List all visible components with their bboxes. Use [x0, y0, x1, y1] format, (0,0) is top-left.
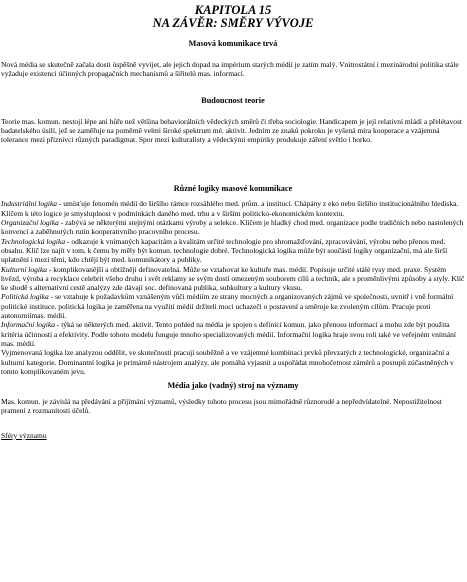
spheres-of-meaning-link[interactable]: Sféry významu	[1, 430, 47, 440]
logic-term: Organizační logika	[1, 218, 59, 228]
chapter-title-block	[1, 0, 465, 30]
logic-item-organizational	[1, 218, 465, 237]
section-heading-mass-communication: Masová komunikace trvá	[188, 39, 278, 48]
logic-summary-paragraph	[1, 348, 465, 376]
section-heading-meaning-machine: Média jako (vadný) stroj na významy	[167, 381, 299, 391]
logic-term: Kulturní logika	[1, 264, 48, 274]
logic-term: Politická logika	[1, 292, 49, 302]
paragraph-meaning-machine: Mas. komun. je závislá na předávání a přijímání významů, výsledky tohoto procesu jsou mimořádně různorodé a nepředvídatelné. Nepostižitelnost pramení z rozmanitosti účelů.	[1, 397, 442, 416]
paragraph-future-of-theory: Teorie mas. komun. nestojí lépe ani hůře než většina behaviorálních vědeckých směrů či třeba sociologie. Handicapem je její relativní mládí a přelétavost badatelského úsilí, jež se zaměřuje na poměrně velmi široké spektrum mé. aktivit. Jedním ze znaků pokroku je vyšená míra kooperace a vzájemná tolerance mezi příznivci různých paradigmat. Spor mezi kulturalisty a vědeckými empiriky produkuje záření světlo i horko.	[1, 116, 462, 145]
section-heading-future-of-theory: Budoucnost teorie	[201, 95, 265, 105]
logic-term: Informační logika	[1, 320, 55, 330]
logic-description: - týká se některých med. aktivit. Tento pohled na média je spojen s definicí komun. jako přenosu informací a mohu zde být použita kritéria účinnosti a efektivity. Podle tohoto modelu funguje mnoho specializovaných médií. Informační logika hraje svou roli také ve veřejném vnímání mas. médií.	[1, 320, 457, 348]
logic-description: - komplikovanější a obtížněji definovatelná. Může se vztahovat ke kultuře mas. médií. Popisuje určité stálé rysy med. praxe. Systém hvězd, výroba a recyklace celebrit všeho druhu i svět reklamy se svým dosti omezeným souborem cílů a technik, ale s proměnlivými způsoby a styly. Klíč ke shodě s alternativní cestě analýzy zde dávají soc. definovaná publika, subkultury a kultury vkusu.	[1, 264, 465, 293]
logic-summary-text: Vyjmenovaná logika lze analyzou oddělit, ve skutečnosti pracují souběžně a ve vzájemné kombinaci prvků převzatých z technologické, organizační a kulturní kategorie. Dominantní logika je primárně nástrojem analýzy, ale pomáhá vyjasnit a uspořádat mnohočetnost zámérů a postupů zúčastněných v tomto komplikovaném jevu.	[1, 348, 454, 376]
section-heading-logics: Různé logiky masové komunikace	[173, 184, 293, 194]
logic-description: - odkazuje k vnímaných kapacitám a kvalitám určité technologie pro shromažďování, zpracovávání, výrobu nebo přenos med. obsahu. Klíč lze najít v tom, k čemu by měly být komun. technologie dobré. Technologická logika může být součástí logiky organizační, má ale širší uplatnění i mezi těmi, kdo chtějí být med. komunikátory a publiky.	[1, 236, 448, 265]
chapter-title: NA ZÁVĚR: SMĚRY VÝVOJE	[152, 16, 314, 30]
logic-item-industrial	[1, 199, 465, 218]
logic-item-political	[1, 292, 465, 320]
logic-term: Industriální logika	[1, 199, 58, 209]
logic-item-informational	[1, 320, 465, 348]
logic-description: - zabývá se některými stejnými otázkami výroby a selekce. Klíčem je hladký chod med. organizace podle tradičních nebo nastolených konvencí a zaběhnutých rutin kooperativního pracovního procesu.	[1, 218, 464, 237]
logic-description: - umísťuje fenomén médií do širšího rámce rozsáhlého med. prům. a institucí. Chápány z eko nebo širšího institucionálního hlediska. Klíčem k této logice je smysluplnost v podmínkách daného med. trhu a v širším politicko-ekonomickém kontextu.	[1, 199, 459, 218]
logic-term: Technologická logika	[1, 236, 66, 246]
logic-item-cultural	[1, 265, 465, 293]
chapter-number: KAPITOLA 15	[194, 3, 272, 17]
logic-item-technological	[1, 237, 465, 265]
logic-description: - se vztahuje k požadavkům vznášeným vůči médiím ze strany mocných a organizovaných zájmů ve společnosti, uvnitř i vně formální politické instituce. politická logika je zaměřena na využití médií držiteli moci uchazeči o postavení a směruje ke zvoleným cílům. Pracuje proti autonomiímas. médií.	[1, 292, 454, 321]
paragraph-mass-communication: Nová média se skutečně začala dosti úspěšně vyvíjet, ale jejich dopad na impérium starých médií je zatím malý. Vnitrostátní i mezinárodní politika stále vyžaduje existenci účinných propagačních mechanismů a šiřitelů mas. informací.	[1, 60, 459, 79]
